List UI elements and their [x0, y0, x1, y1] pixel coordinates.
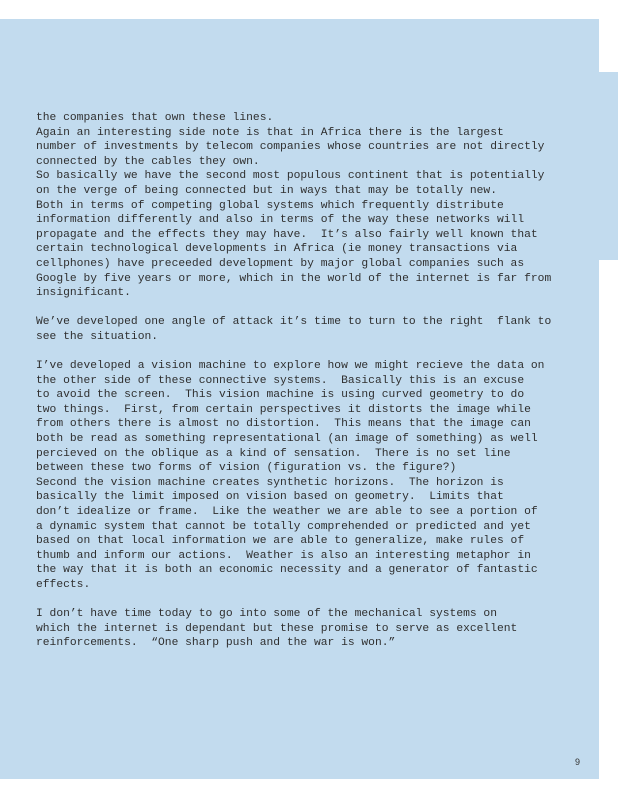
text-line: don’t idealize or frame. Like the weather we are able to see a portion of — [36, 506, 538, 519]
text-line: effects. — [36, 579, 91, 591]
text-line: two things. First, from certain perspectives it distorts the image while — [36, 403, 531, 416]
text-line: propagate and the effects they may have. It’s also fairly well known that — [36, 228, 538, 241]
text-line: Google by five years or more, which in the world of the internet is far from — [36, 272, 552, 285]
text-line: Second the vision machine creates synthetic horizons. The horizon is — [36, 476, 504, 489]
text-line: reinforcements. “One sharp push and the war is won.” — [36, 637, 396, 650]
text-line: certain technological developments in Africa (ie money transactions via — [36, 243, 518, 256]
text-line: thumb and inform our actions. Weather is also an interesting metaphor in — [36, 549, 531, 562]
text-line: Again an interesting side note is that in Africa there is the largest — [36, 126, 504, 139]
text-line: a dynamic system that cannot be totally comprehended or predicted and yet — [36, 520, 531, 533]
text-line: from others there is almost no distortion. This means that the image can — [36, 418, 531, 431]
text-line: the other side of these connective systems. Basically this is an excuse — [36, 374, 525, 387]
text-line: So basically we have the second most populous continent that is potentially — [36, 170, 545, 183]
text-line: percieved on the oblique as a kind of sensation. There is no set line — [36, 447, 511, 460]
text-line: cellphones) have preceeded development by major global companies such as — [36, 257, 525, 270]
text-line: number of investments by telecom companies whose countries are not directly — [36, 141, 545, 154]
text-line: to avoid the screen. This vision machine is using curved geometry to do — [36, 389, 525, 402]
text-line — [36, 301, 591, 316]
side-tab — [599, 72, 618, 260]
text-line: connected by the cables they own. — [36, 155, 260, 168]
text-line: We’ve developed one angle of attack it’s time to turn to the right flank to — [36, 316, 552, 329]
text-line: insignificant. — [36, 287, 131, 300]
body-text — [36, 111, 591, 651]
text-line: basically the limit imposed on vision based on geometry. Limits that — [36, 491, 504, 504]
text-line: based on that local information we are able to generalize, make rules of — [36, 535, 525, 548]
text-line — [36, 593, 591, 608]
text-line: I don’t have time today to go into some of the mechanical systems on — [36, 608, 497, 621]
text-line: Both in terms of competing global systems which frequently distribute — [36, 199, 504, 212]
text-line: I’ve developed a vision machine to explore how we might recieve the data on — [36, 360, 545, 373]
text-line: between these two forms of vision (figuration vs. the figure?) — [36, 462, 457, 475]
text-line: the companies that own these lines. — [36, 112, 274, 124]
text-line: see the situation. — [36, 330, 159, 343]
text-line: which the internet is dependant but these promise to serve as excellent — [36, 622, 518, 635]
page-number: 9 — [575, 757, 581, 767]
text-line: the way that it is both an economic necessity and a generator of fantastic — [36, 564, 538, 577]
text-line: both be read as something representational (an image of something) as well — [36, 433, 538, 446]
text-line — [36, 345, 591, 360]
text-line: information differently and also in terms of the way these networks will — [36, 214, 525, 227]
text-line: on the verge of being connected but in ways that may be totally new. — [36, 184, 497, 197]
